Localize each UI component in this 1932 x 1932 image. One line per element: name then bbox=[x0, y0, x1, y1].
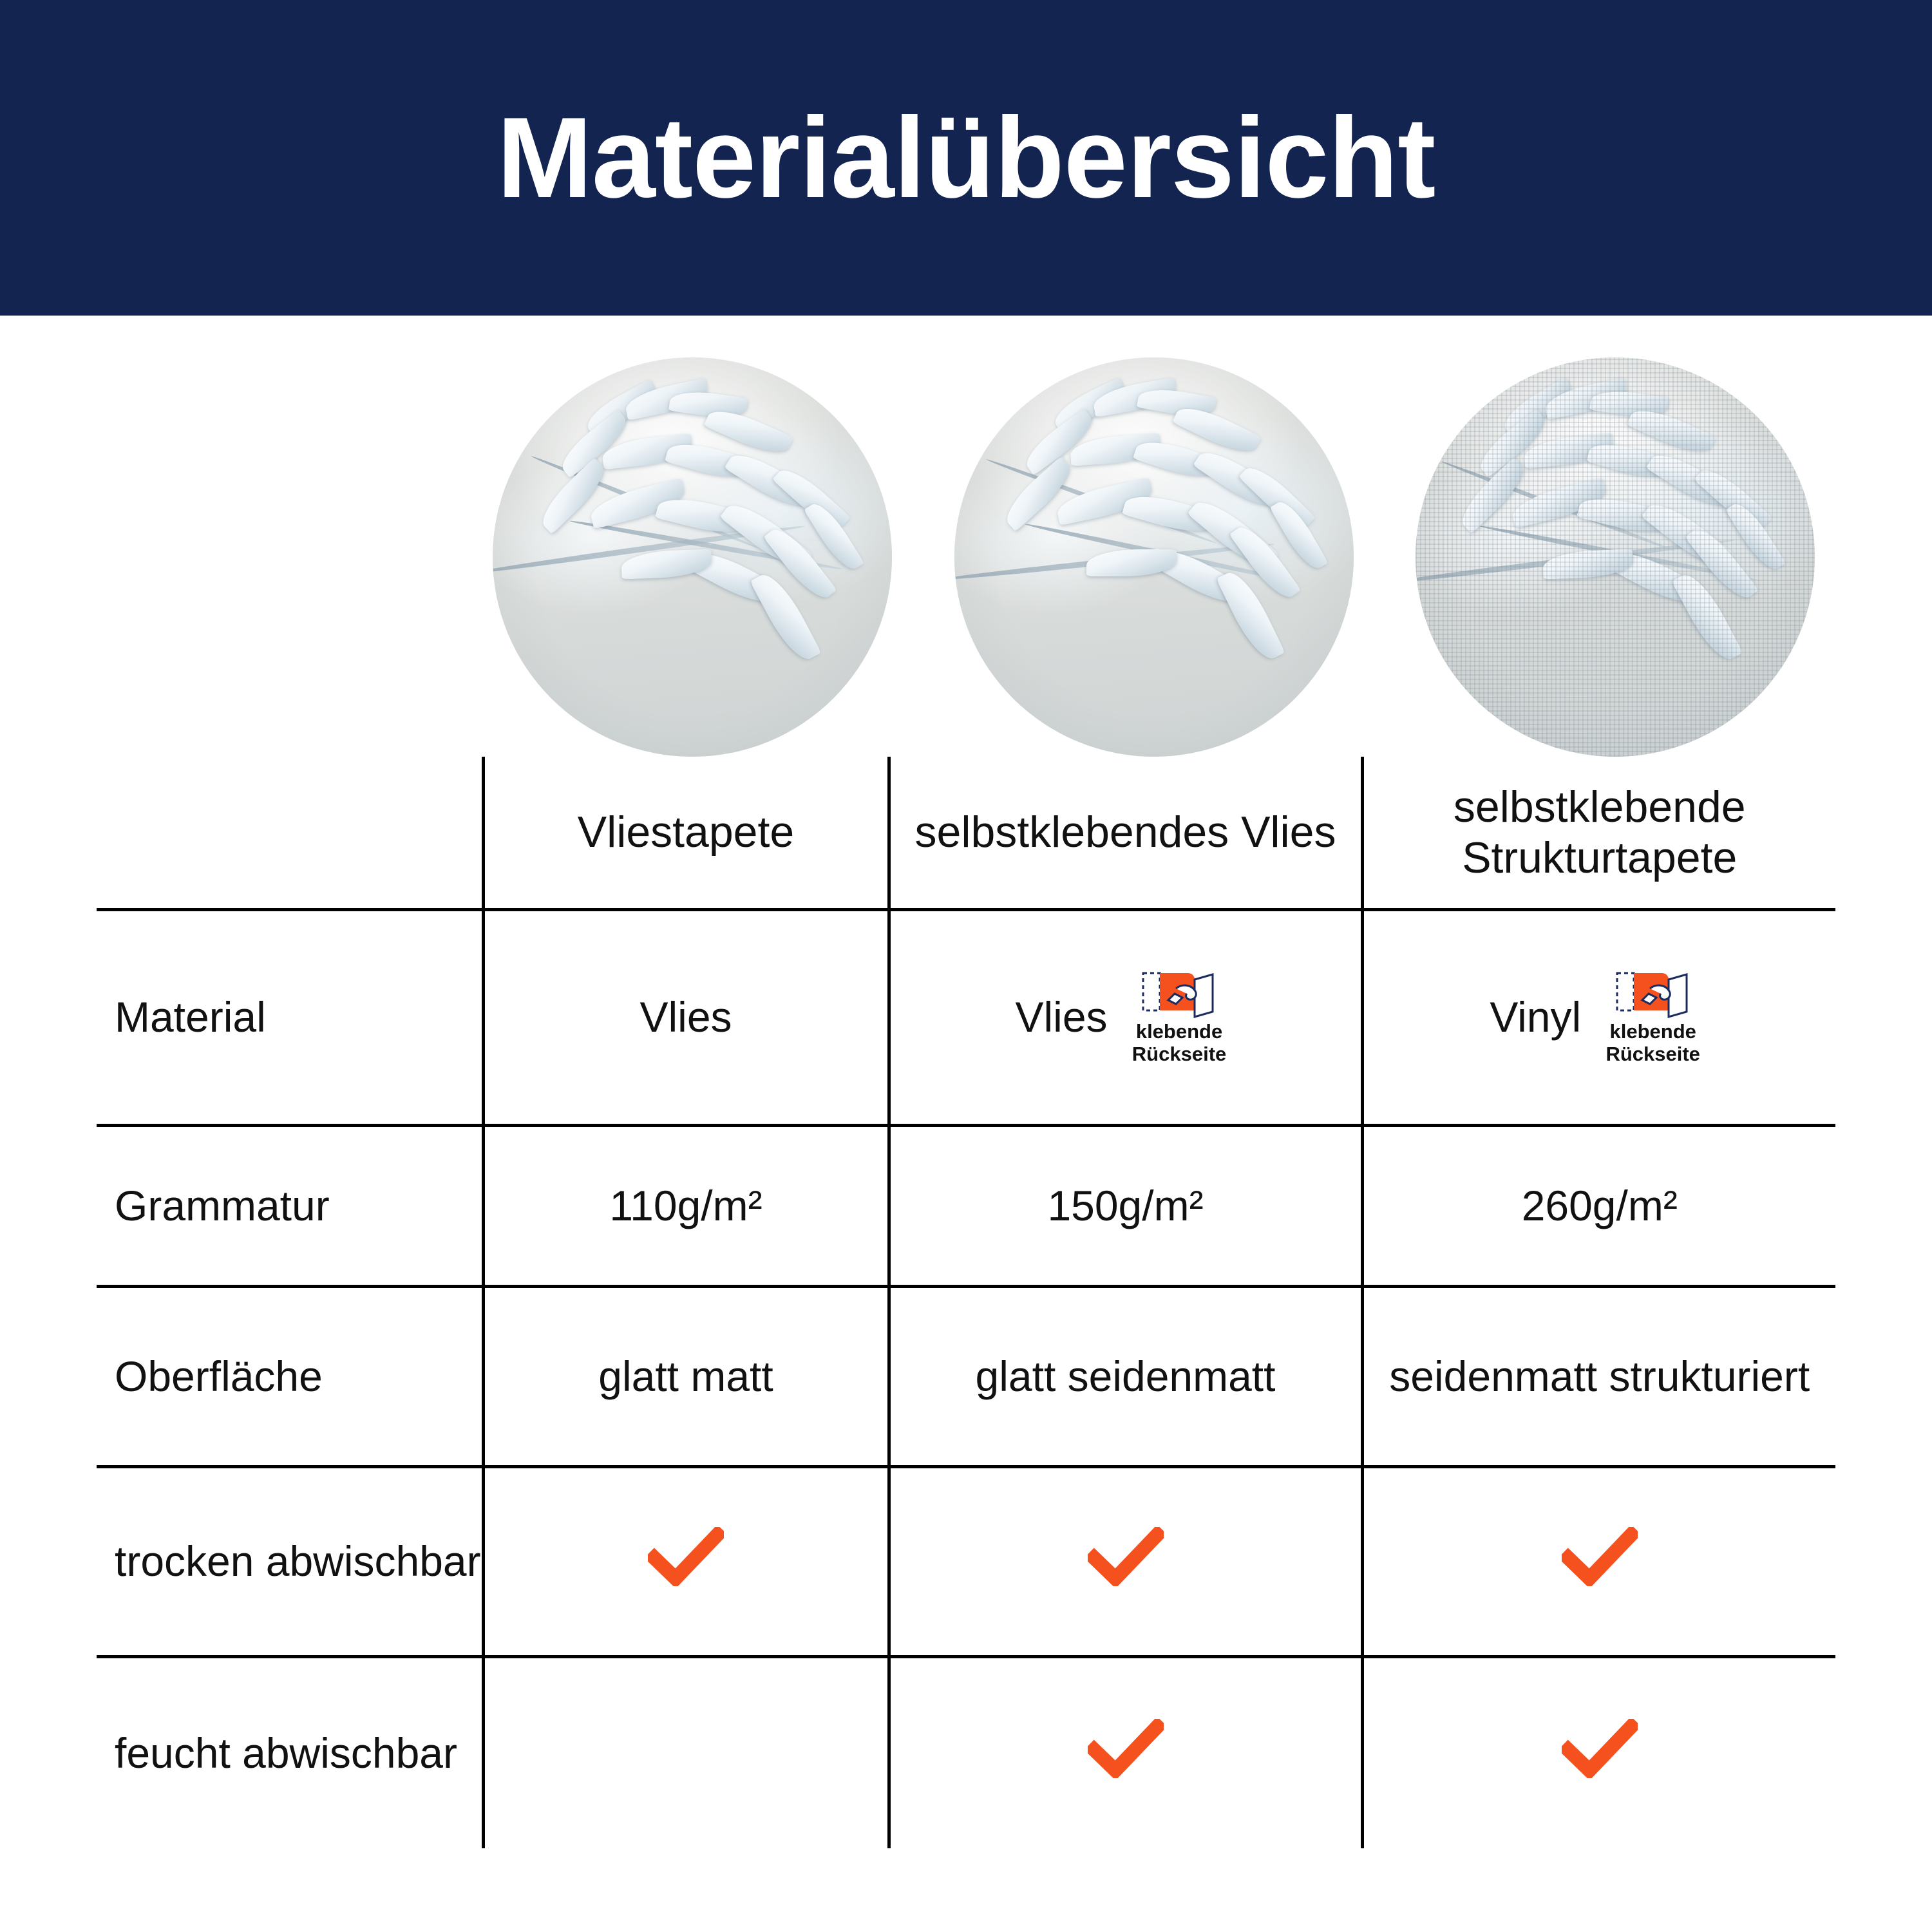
table-row-trocken-abwischbar bbox=[97, 1467, 1835, 1657]
cell-material-vliestapete bbox=[483, 910, 889, 1126]
adhesive-backing-icon bbox=[1141, 969, 1217, 1018]
adhesive-badge-line1: klebende bbox=[1135, 1020, 1223, 1043]
cell-trocken-selbstklebendes-vlies bbox=[889, 1467, 1362, 1657]
table-header-row bbox=[97, 757, 1835, 910]
swatch-vliestapete bbox=[493, 357, 892, 757]
check-icon bbox=[1562, 1527, 1638, 1586]
cell-oberflaeche-selbstklebende-strukturtapete: seidenmatt strukturiert bbox=[1362, 1287, 1835, 1467]
cell-trocken-vliestapete bbox=[483, 1467, 889, 1657]
swatch-selbstklebendes-vlies bbox=[954, 357, 1354, 757]
table-row-grammatur bbox=[97, 1126, 1835, 1287]
cell-value: Vinyl bbox=[1490, 993, 1582, 1041]
check-icon bbox=[648, 1527, 724, 1586]
bamboo-artwork bbox=[954, 357, 1354, 757]
table-row-oberflaeche bbox=[97, 1287, 1835, 1467]
page-title: Materialübersicht bbox=[497, 93, 1435, 222]
bamboo-artwork bbox=[1416, 357, 1815, 757]
cell-feucht-selbstklebendes-vlies bbox=[889, 1657, 1362, 1849]
swatch-selbstklebende-strukturtapete bbox=[1416, 357, 1815, 757]
material-comparison-table bbox=[97, 757, 1835, 1848]
header-bar bbox=[0, 0, 1932, 316]
row-label-oberflaeche: Oberfläche bbox=[97, 1287, 483, 1467]
table-row-material bbox=[97, 910, 1835, 1126]
adhesive-backing-badge bbox=[1123, 969, 1236, 1065]
check-icon bbox=[1088, 1527, 1164, 1586]
cell-grammatur-vliestapete: 110g/m² bbox=[483, 1126, 889, 1287]
header-cell-selbstklebendes-vlies: selbstklebendes Vlies bbox=[889, 757, 1362, 910]
row-label-grammatur: Grammatur bbox=[97, 1126, 483, 1287]
adhesive-badge-line2: Rückseite bbox=[1605, 1043, 1700, 1065]
check-icon bbox=[1562, 1719, 1638, 1778]
adhesive-backing-icon bbox=[1615, 969, 1691, 1018]
cell-value: Vlies bbox=[1015, 993, 1108, 1041]
row-label-material: Material bbox=[97, 910, 483, 1126]
cell-trocken-selbstklebende-strukturtapete bbox=[1362, 1467, 1835, 1657]
swatch-row bbox=[0, 357, 1932, 770]
cell-oberflaeche-vliestapete: glatt matt bbox=[483, 1287, 889, 1467]
cell-grammatur-selbstklebende-strukturtapete: 260g/m² bbox=[1362, 1126, 1835, 1287]
bamboo-artwork bbox=[493, 357, 892, 757]
cell-grammatur-selbstklebendes-vlies: 150g/m² bbox=[889, 1126, 1362, 1287]
cell-feucht-vliestapete bbox=[483, 1657, 889, 1849]
cell-feucht-selbstklebende-strukturtapete bbox=[1362, 1657, 1835, 1849]
row-label-feucht-abwischbar: feucht abwischbar bbox=[97, 1657, 483, 1849]
header-cell-empty bbox=[97, 757, 483, 910]
row-label-trocken-abwischbar: trocken abwischbar bbox=[97, 1467, 483, 1657]
adhesive-badge-line2: Rückseite bbox=[1132, 1043, 1227, 1065]
cell-value: Vlies bbox=[639, 993, 732, 1041]
header-cell-selbstklebende-strukturtapete: selbstklebende Strukturtapete bbox=[1362, 757, 1835, 910]
check-icon bbox=[1088, 1719, 1164, 1778]
cell-oberflaeche-selbstklebendes-vlies: glatt seidenmatt bbox=[889, 1287, 1362, 1467]
cell-material-selbstklebendes-vlies bbox=[889, 910, 1362, 1126]
header-cell-vliestapete: Vliestapete bbox=[483, 757, 889, 910]
adhesive-backing-badge bbox=[1596, 969, 1709, 1065]
cell-material-selbstklebende-strukturtapete bbox=[1362, 910, 1835, 1126]
table-row-feucht-abwischbar bbox=[97, 1657, 1835, 1849]
adhesive-badge-line1: klebende bbox=[1609, 1020, 1696, 1043]
